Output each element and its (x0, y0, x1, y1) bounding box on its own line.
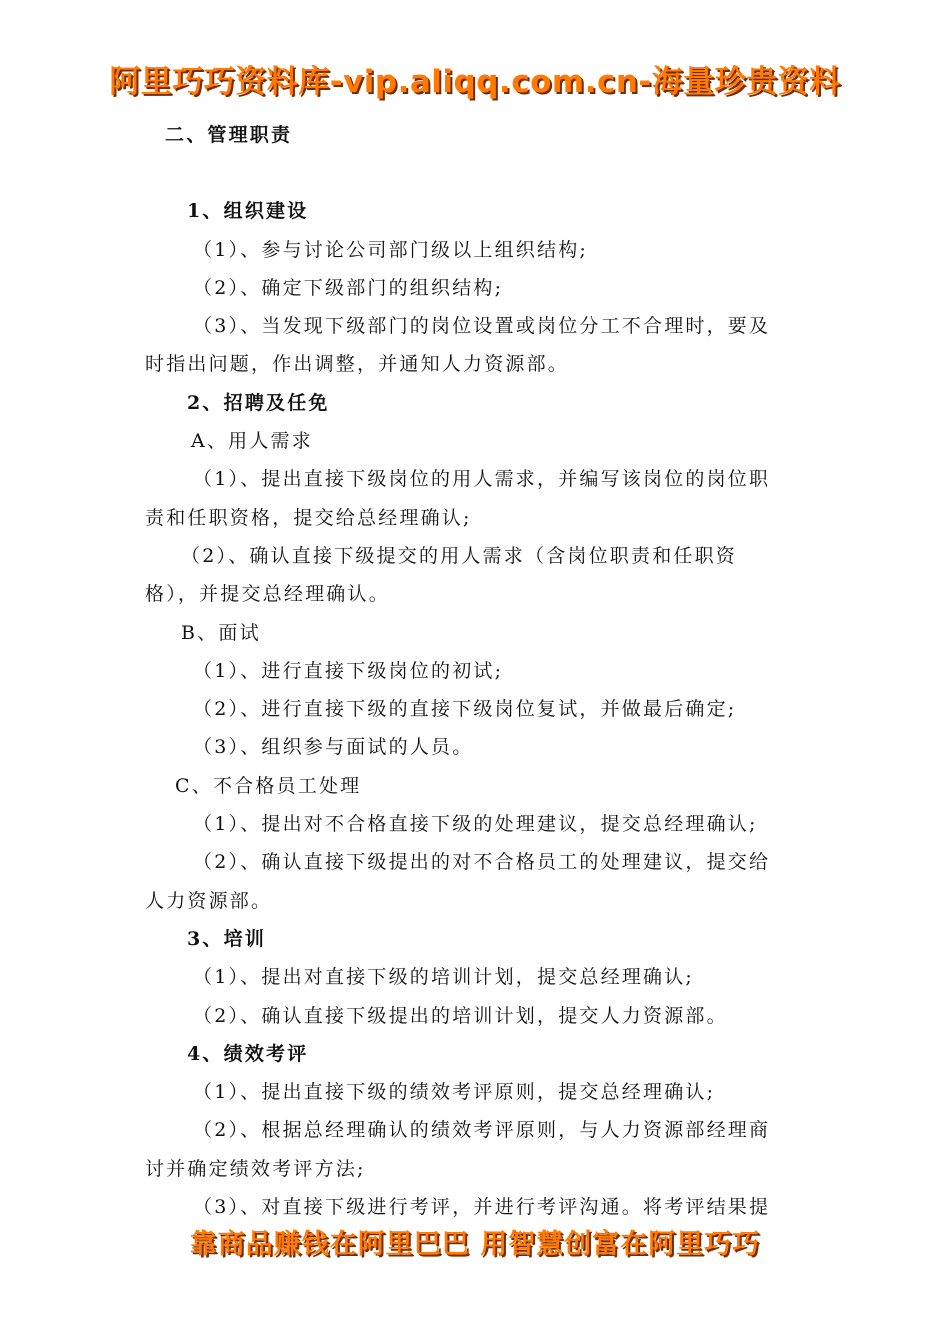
paragraph-line: （2）、确定下级部门的组织结构; (193, 276, 504, 299)
paragraph-line: （1）、提出直接下级的绩效考评原则，提交总经理确认; (193, 1081, 716, 1104)
section-title: 二、管理职责 (165, 124, 293, 146)
paragraph-line: 人力资源部。 (145, 889, 273, 912)
paragraph-line: （2）、确认直接下级提出的对不合格员工的处理建议，提交给 (193, 851, 771, 874)
paragraph-line: （1）、进行直接下级岗位的初试; (193, 659, 504, 682)
paragraph-line: 时指出问题，作出调整，并通知人力资源部。 (145, 353, 570, 376)
subsection-heading: 1、组织建设 (187, 200, 309, 223)
spacer (145, 154, 810, 192)
paragraph-line: （3）、组织参与面试的人员。 (193, 736, 474, 759)
paragraph-line: （2）、进行直接下级的直接下级岗位复试，并做最后确定; (193, 698, 737, 721)
paragraph-line: （3）、对直接下级进行考评，并进行考评沟通。将考评结果提 (193, 1196, 771, 1219)
paragraph-line: （1）、提出对直接下级的培训计划，提交总经理确认; (193, 966, 694, 989)
paragraph-line: （1）、提出直接下级岗位的用人需求，并编写该岗位的岗位职 (193, 468, 771, 491)
paragraph-line: 讨并确定绩效考评方法; (145, 1157, 366, 1180)
subsection-heading: 3、培训 (187, 927, 267, 950)
paragraph-line: 责和任职资格，提交给总经理确认; (145, 506, 472, 529)
header-banner: 阿里巧巧资料库-vip.aliqq.com.cn-海量珍贵资料 (109, 64, 841, 100)
paragraph-line: 格），并提交总经理确认。 (145, 583, 390, 606)
item-heading: C、不合格员工处理 (175, 774, 362, 797)
item-heading: A、用人需求 (191, 430, 313, 453)
subsection-heading: 2、招聘及任免 (187, 391, 330, 414)
paragraph-line: （2）、确认直接下级提出的培训计划，提交人力资源部。 (193, 1004, 728, 1027)
document-body (145, 116, 810, 1226)
subsection-heading: 4、绩效考评 (187, 1042, 309, 1065)
paragraph-line: （3）、当发现下级部门的岗位设置或岗位分工不合理时，要及 (193, 315, 771, 338)
paragraph-line: （1）、提出对不合格直接下级的处理建议，提交总经理确认; (193, 813, 758, 836)
footer-banner: 靠商品赚钱在阿里巴巴 用智慧创富在阿里巧巧 (189, 1229, 761, 1260)
paragraph-line: （2）、确认直接下级提交的用人需求（含岗位职责和任职资 (181, 544, 737, 567)
paragraph-line: （2）、根据总经理确认的绩效考评原则，与人力资源部经理商 (193, 1119, 771, 1142)
paragraph-line: （1）、参与讨论公司部门级以上组织结构; (193, 238, 588, 261)
item-heading: B、面试 (181, 621, 261, 644)
